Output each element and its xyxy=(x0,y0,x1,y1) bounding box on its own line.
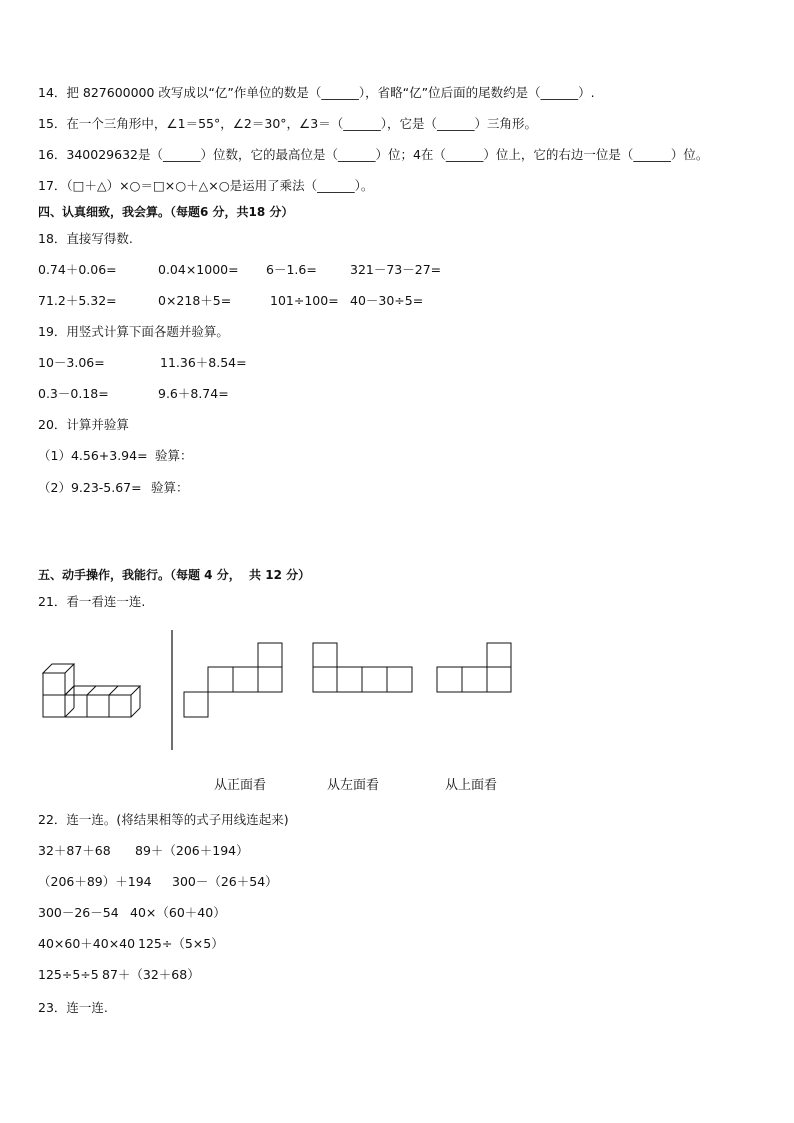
q20-expression: （1）4.56+3.94= xyxy=(38,448,148,463)
q18-item: 40－30÷5= xyxy=(350,293,424,308)
question-22-title: 22．连一连。(将结果相等的式子用线连起来) xyxy=(38,812,289,827)
question-23-title: 23．连一连. xyxy=(38,1000,108,1015)
q18-item: 71.2＋5.32= xyxy=(38,293,117,308)
q18-item: 101÷100= xyxy=(270,293,339,308)
q19-item: 11.36＋8.54= xyxy=(160,355,247,370)
question-21-title: 21．看一看连一连. xyxy=(38,594,146,609)
q20-check-label: 验算： xyxy=(155,448,193,463)
question-16: 16．340029632是（______）位数，它的最高位是（______）位；4在（______）位上，它的右边一位是（______）位。 xyxy=(38,147,709,162)
q22-right-expression: 87＋（32＋68） xyxy=(102,967,200,982)
section-4-heading: 四、认真细致，我会算。（每题6 分，共18 分） xyxy=(38,205,294,219)
q19-item: 9.6＋8.74= xyxy=(158,386,229,401)
caption-left-view: 从左面看 xyxy=(327,778,380,793)
q22-right-expression: 300－（26＋54） xyxy=(172,874,278,889)
q20-expression: （2）9.23-5.67= xyxy=(38,480,142,495)
question-19-title: 19．用竖式计算下面各题并验算。 xyxy=(38,324,229,339)
q22-left-expression: 125÷5÷5 xyxy=(38,967,99,982)
question-14: 14．把 827600000 改写成以“亿”作单位的数是（______），省略“亿”位后面的尾数约是（______）. xyxy=(38,85,595,100)
q18-item: 0×218＋5= xyxy=(158,293,232,308)
q19-item: 0.3－0.18= xyxy=(38,386,109,401)
question-20-title: 20．计算并验算 xyxy=(38,417,129,432)
q22-right-expression: 40×（60＋40） xyxy=(130,905,226,920)
section-5-heading: 五、动手操作，我能行。（每题 4 分， 共 12 分） xyxy=(38,568,311,582)
q22-left-expression: 32＋87＋68 xyxy=(38,843,111,858)
q18-item: 0.04×1000= xyxy=(158,262,239,277)
q22-left-expression: 40×60＋40×40 xyxy=(38,936,136,951)
cube-solid-figure xyxy=(40,660,155,720)
q22-left-expression: 300－26－54 xyxy=(38,905,119,920)
q22-right-expression: 125÷（5×5） xyxy=(138,936,224,951)
q22-right-expression: 89＋（206＋194） xyxy=(135,843,249,858)
question-15: 15．在一个三角形中，∠1＝55°，∠2＝30°，∠3＝（______），它是（______）三角形。 xyxy=(38,116,537,131)
q19-item: 10－3.06= xyxy=(38,355,105,370)
view-figure-front xyxy=(183,642,285,720)
question-18-title: 18．直接写得数. xyxy=(38,231,133,246)
caption-front-view: 从正面看 xyxy=(214,778,267,793)
q18-item: 321－73－27= xyxy=(350,262,442,277)
view-figure-left xyxy=(312,642,415,696)
view-figure-top xyxy=(436,642,516,696)
caption-top-view: 从上面看 xyxy=(445,778,498,793)
question-17: 17．（□＋△）×○＝□×○＋△×○是运用了乘法（______）。 xyxy=(38,178,374,193)
q18-item: 0.74＋0.06= xyxy=(38,262,117,277)
q18-item: 6－1.6= xyxy=(266,262,317,277)
q20-check-label: 验算： xyxy=(151,480,189,495)
separator-line xyxy=(170,630,174,750)
q22-left-expression: （206＋89）＋194 xyxy=(38,874,152,889)
